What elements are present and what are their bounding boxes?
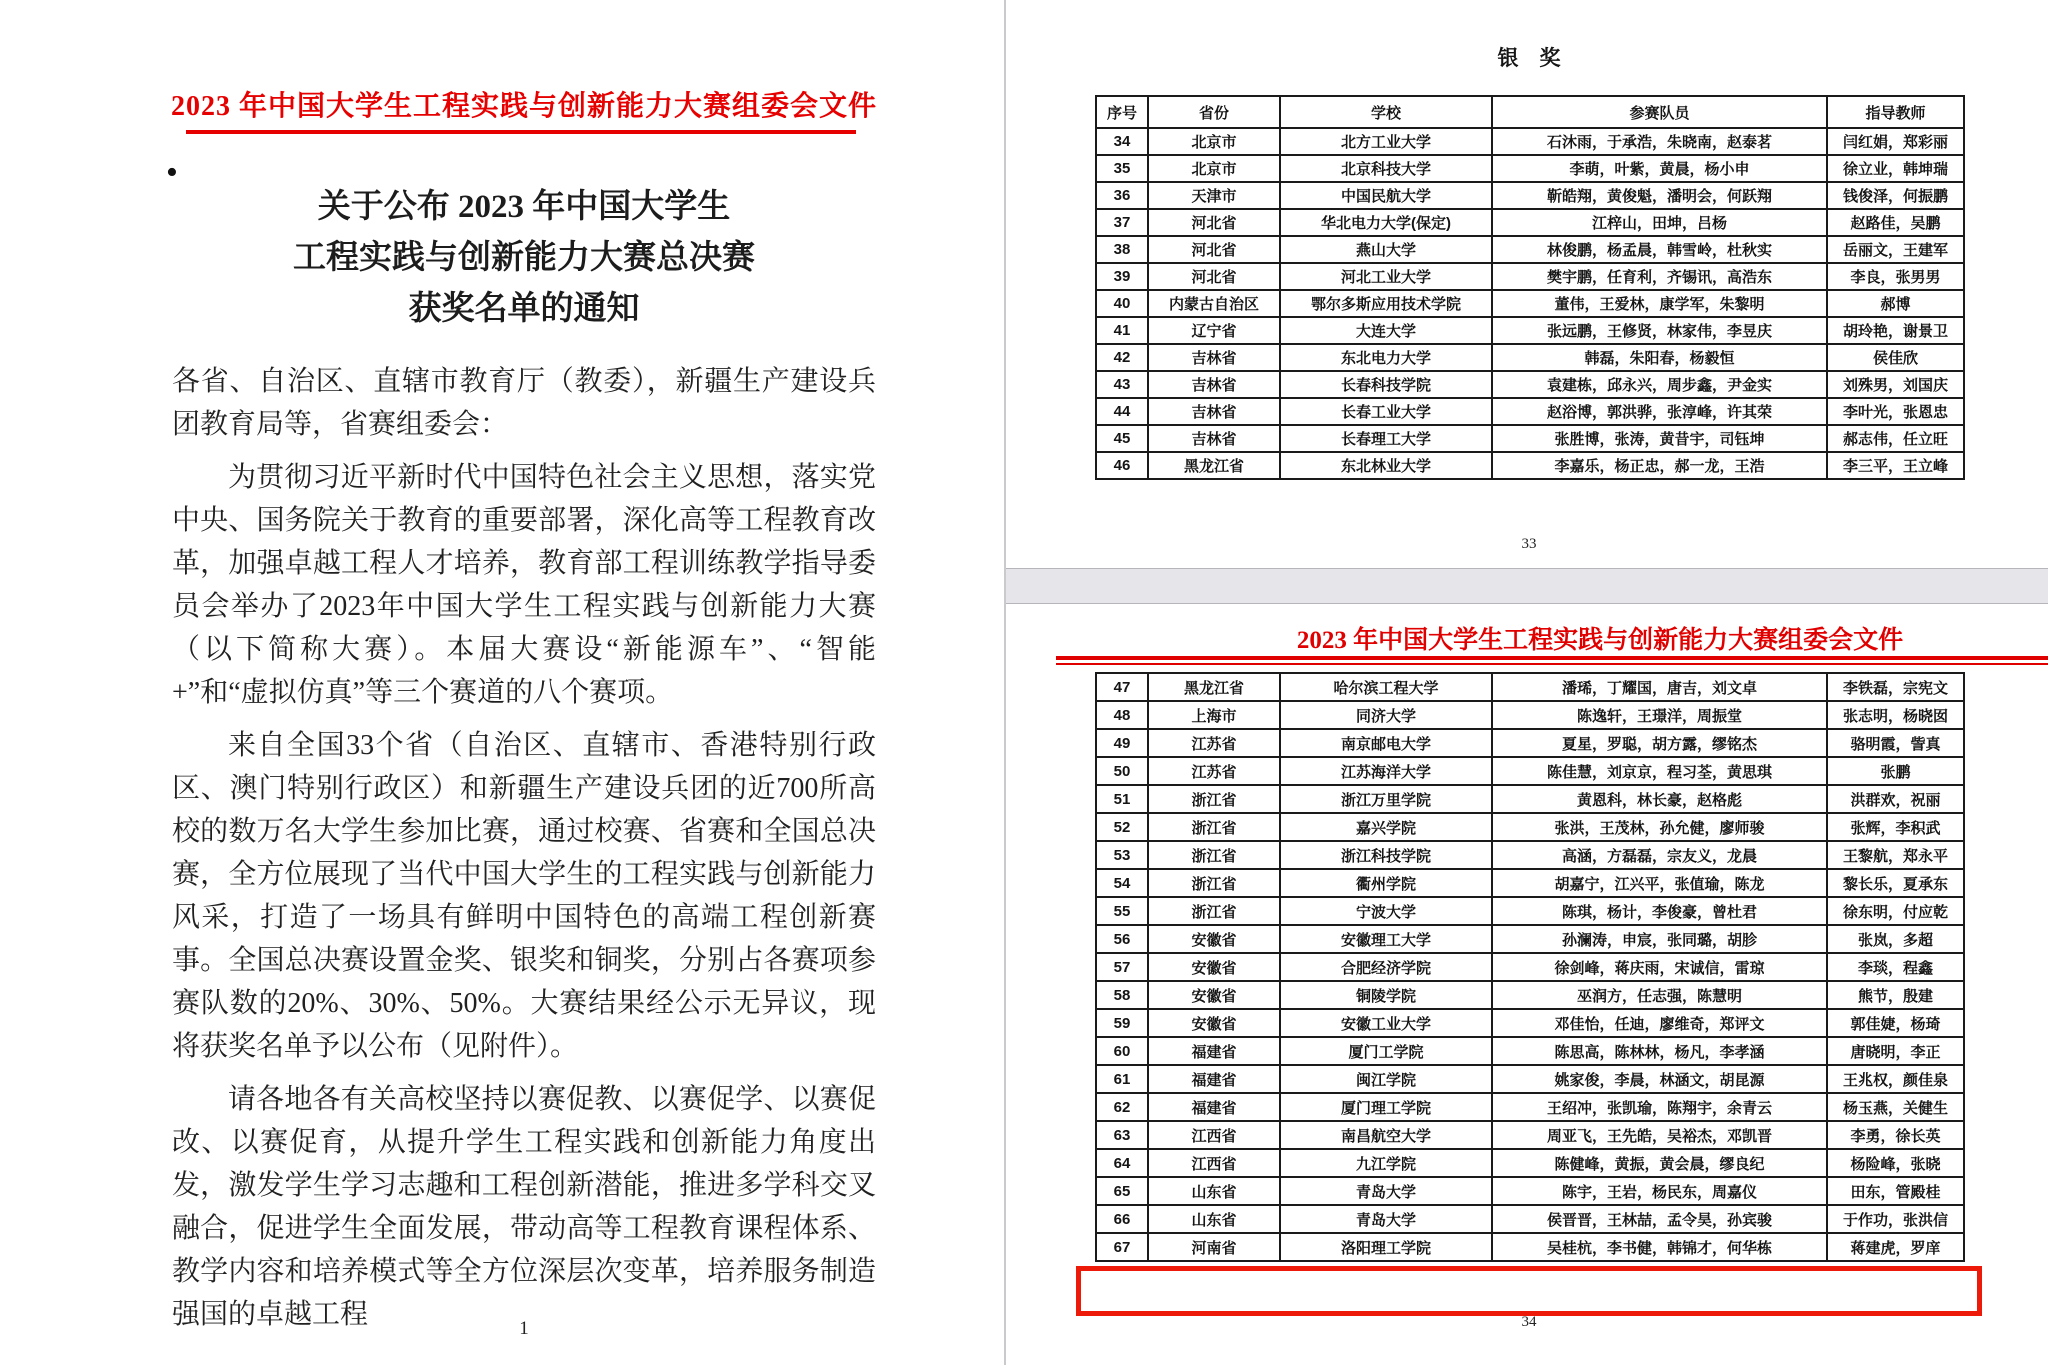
silver-award-title: 银 奖 <box>1497 47 1561 70</box>
notice-title-line1: 关于公布 2023 年中国大学生 <box>317 189 731 225</box>
table-row <box>1096 1093 1964 1121</box>
cell-province: 江苏省 <box>1148 729 1280 757</box>
page-number-1: 1 <box>519 1318 529 1339</box>
cell-school: 南昌航空大学 <box>1280 1121 1492 1149</box>
cell-members: 周亚飞，王先皓，吴裕杰，邓凯晋 <box>1492 1121 1827 1149</box>
cell-index: 43 <box>1096 371 1148 398</box>
cell-advisors: 李良，张男男 <box>1827 263 1964 290</box>
cell-advisors: 王黎航，郑永平 <box>1827 841 1964 869</box>
table-row <box>1096 263 1964 290</box>
cell-index: 65 <box>1096 1177 1148 1205</box>
cell-province: 天津市 <box>1148 182 1280 209</box>
cell-school: 铜陵学院 <box>1280 981 1492 1009</box>
cell-advisors: 李叶光，张恩忠 <box>1827 398 1964 425</box>
cell-province: 吉林省 <box>1148 371 1280 398</box>
cell-province: 江西省 <box>1148 1149 1280 1177</box>
cell-index: 53 <box>1096 841 1148 869</box>
silver-award-table-page34 <box>1095 672 1965 1262</box>
cell-index: 51 <box>1096 785 1148 813</box>
table-row <box>1096 1205 1964 1233</box>
cell-advisors: 王兆权，颜佳泉 <box>1827 1065 1964 1093</box>
cell-members: 吴桂杭，李书健，韩锦才，何华栋 <box>1492 1233 1827 1261</box>
cell-index: 62 <box>1096 1093 1148 1121</box>
cell-school: 大连大学 <box>1280 317 1492 344</box>
notice-paragraph-salutation: 各省、自治区、直辖市教育厅（教委），新疆生产建设兵团教育局等，省赛组委会： <box>172 366 876 440</box>
table-row <box>1096 182 1964 209</box>
cell-index: 59 <box>1096 1009 1148 1037</box>
cell-school: 江苏海洋大学 <box>1280 757 1492 785</box>
cell-members: 陈宇，王岩，杨民东，周嘉仪 <box>1492 1177 1827 1205</box>
cell-members: 石沐雨，于承浩，朱晓南，赵泰茗 <box>1492 128 1827 155</box>
cell-school: 东北林业大学 <box>1280 452 1492 479</box>
cell-school: 北京科技大学 <box>1280 155 1492 182</box>
cell-members: 林俊鹏，杨孟晨，韩雪岭，杜秋实 <box>1492 236 1827 263</box>
table-row <box>1096 1149 1964 1177</box>
cell-province: 安徽省 <box>1148 981 1280 1009</box>
cell-school: 厦门理工学院 <box>1280 1093 1492 1121</box>
cell-members: 胡嘉宁，江兴平，张值瑜，陈龙 <box>1492 869 1827 897</box>
highlight-rect-row-67 <box>1076 1266 1982 1316</box>
cell-province: 吉林省 <box>1148 344 1280 371</box>
cell-members: 陈佳慧，刘京京，程习荃，黄思琪 <box>1492 757 1827 785</box>
cell-province: 山东省 <box>1148 1177 1280 1205</box>
cell-advisors: 李铁磊，宗宪文 <box>1827 673 1964 701</box>
cell-advisors: 郝博 <box>1827 290 1964 317</box>
table-row <box>1096 452 1964 479</box>
cell-advisors: 蒋建虎，罗庠 <box>1827 1233 1964 1261</box>
cell-index: 50 <box>1096 757 1148 785</box>
cell-province: 福建省 <box>1148 1037 1280 1065</box>
cell-advisors: 胡玲艳，谢景卫 <box>1827 317 1964 344</box>
cell-province: 江西省 <box>1148 1121 1280 1149</box>
cell-index: 34 <box>1096 128 1148 155</box>
column-header-school: 学校 <box>1280 96 1492 128</box>
cell-members: 樊宇鹏，任育利，齐锡讯，高浩东 <box>1492 263 1827 290</box>
table-row <box>1096 701 1964 729</box>
table-row <box>1096 897 1964 925</box>
table-row <box>1096 729 1964 757</box>
cell-school: 闽江学院 <box>1280 1065 1492 1093</box>
red-rule <box>186 130 856 134</box>
notice-paragraph-results: 来自全国33个省（自治区、直辖市、香港特别行政区、澳门特别行政区）和新疆生产建设兵团的近700所高校的数万名大学生参加比赛，通过校赛、省赛和全国总决赛，全方位展现了当代中国大学生的工程实践与创新能力风采，打造了一场具有鲜明中国特色的高端工程创新赛事。全国总决赛设置金奖、银奖和铜奖，分别占各赛项参赛队数的20%、30%、50%。大赛结果经公示无异议，现将获奖名单予以公布（见附件）。 <box>172 730 876 1062</box>
cell-school: 宁波大学 <box>1280 897 1492 925</box>
cell-school: 安徽理工大学 <box>1280 925 1492 953</box>
cell-members: 侯晋晋，王林喆，孟令昊，孙宾骏 <box>1492 1205 1827 1233</box>
cell-members: 李萌，叶紫，黄晨，杨小申 <box>1492 155 1827 182</box>
cell-members: 江梓山，田坤，吕杨 <box>1492 209 1827 236</box>
cell-members: 高涵，方磊磊，宗友义，龙晨 <box>1492 841 1827 869</box>
cell-index: 46 <box>1096 452 1148 479</box>
cell-school: 华北电力大学(保定) <box>1280 209 1492 236</box>
cell-school: 中国民航大学 <box>1280 182 1492 209</box>
cell-advisors: 岳丽文，王建军 <box>1827 236 1964 263</box>
table-row <box>1096 236 1964 263</box>
notice-page <box>0 0 1004 1365</box>
cell-advisors: 张鹏 <box>1827 757 1964 785</box>
table-row <box>1096 425 1964 452</box>
cell-advisors: 杨玉燕，关健生 <box>1827 1093 1964 1121</box>
cell-index: 60 <box>1096 1037 1148 1065</box>
cell-index: 63 <box>1096 1121 1148 1149</box>
cell-school: 衢州学院 <box>1280 869 1492 897</box>
table-row <box>1096 317 1964 344</box>
cell-members: 巫润方，任志强，陈慧明 <box>1492 981 1827 1009</box>
cell-members: 袁建栋，邱永兴，周步鑫，尹金实 <box>1492 371 1827 398</box>
cell-advisors: 徐东明，付应乾 <box>1827 897 1964 925</box>
cell-members: 李嘉乐，杨正忠，郝一龙，王浩 <box>1492 452 1827 479</box>
cell-index: 64 <box>1096 1149 1148 1177</box>
cell-province: 浙江省 <box>1148 813 1280 841</box>
cell-members: 王绍冲，张凯瑜，陈翔宇，余青云 <box>1492 1093 1827 1121</box>
table-row <box>1096 925 1964 953</box>
cell-advisors: 杨险峰，张晓 <box>1827 1149 1964 1177</box>
cell-school: 长春工业大学 <box>1280 398 1492 425</box>
table-row <box>1096 785 1964 813</box>
table-row <box>1096 869 1964 897</box>
cell-members: 张胜博，张涛，黄昔宇，司钰坤 <box>1492 425 1827 452</box>
table-row <box>1096 128 1964 155</box>
cell-school: 合肥经济学院 <box>1280 953 1492 981</box>
cell-advisors: 熊节，殷建 <box>1827 981 1964 1009</box>
cell-school: 北方工业大学 <box>1280 128 1492 155</box>
cell-members: 潘琋，丁耀国，唐吉，刘文卓 <box>1492 673 1827 701</box>
cell-members: 陈琪，杨计，李俊豪，曾杜君 <box>1492 897 1827 925</box>
cell-index: 38 <box>1096 236 1148 263</box>
cell-province: 浙江省 <box>1148 785 1280 813</box>
cell-province: 吉林省 <box>1148 425 1280 452</box>
cell-province: 山东省 <box>1148 1205 1280 1233</box>
cell-advisors: 于作功，张洪信 <box>1827 1205 1964 1233</box>
notice-title-line3: 获奖名单的通知 <box>408 291 640 327</box>
cell-school: 同济大学 <box>1280 701 1492 729</box>
cell-index: 36 <box>1096 182 1148 209</box>
cell-province: 黑龙江省 <box>1148 452 1280 479</box>
cell-province: 黑龙江省 <box>1148 673 1280 701</box>
cell-school: 长春科技学院 <box>1280 371 1492 398</box>
notice-paragraph-request: 请各地各有关高校坚持以赛促教、以赛促学、以赛促改、以赛促育，从提升学生工程实践和创新能力角度出发，激发学生学习志趣和工程创新潜能，推进多学科交叉融合，促进学生全面发展，带动高等工程教育课程体系、教学内容和培养模式等全方位深层次变革，培养服务制造强国的卓越工程 <box>172 1084 876 1330</box>
cell-province: 福建省 <box>1148 1065 1280 1093</box>
cell-advisors: 李三平，王立峰 <box>1827 452 1964 479</box>
cell-advisors: 赵路佳，吴鹏 <box>1827 209 1964 236</box>
notice-paragraph-background: 为贯彻习近平新时代中国特色社会主义思想，落实党中央、国务院关于教育的重要部署，深化高等工程教育改革，加强卓越工程人才培养，教育部工程训练教学指导委员会举办了2023年中国大学生工程实践与创新能力大赛（以下简称大赛）。本届大赛设“新能源车”、“智能+”和“虚拟仿真”等三个赛道的八个赛项。 <box>172 462 876 708</box>
cell-advisors: 唐晓明，李正 <box>1827 1037 1964 1065</box>
cell-advisors: 侯佳欣 <box>1827 344 1964 371</box>
cell-province: 上海市 <box>1148 701 1280 729</box>
cell-advisors: 郭佳婕，杨琦 <box>1827 1009 1964 1037</box>
cell-members: 陈逸轩，王璟洋，周振堂 <box>1492 701 1827 729</box>
table-row <box>1096 371 1964 398</box>
cell-index: 49 <box>1096 729 1148 757</box>
cell-index: 48 <box>1096 701 1148 729</box>
cell-province: 浙江省 <box>1148 897 1280 925</box>
cell-school: 青岛大学 <box>1280 1177 1492 1205</box>
cell-index: 52 <box>1096 813 1148 841</box>
cell-school: 嘉兴学院 <box>1280 813 1492 841</box>
table-row <box>1096 757 1964 785</box>
cell-province: 安徽省 <box>1148 953 1280 981</box>
cell-members: 赵浴博，郭洪骅，张淳峰，许其荣 <box>1492 398 1827 425</box>
table-row <box>1096 1037 1964 1065</box>
cell-school: 浙江科技学院 <box>1280 841 1492 869</box>
cell-index: 57 <box>1096 953 1148 981</box>
cell-advisors: 钱俊泽，何振鹏 <box>1827 182 1964 209</box>
table-row <box>1096 344 1964 371</box>
cell-index: 67 <box>1096 1233 1148 1261</box>
cell-province: 河北省 <box>1148 263 1280 290</box>
cell-members: 夏星，罗聪，胡方露，缪铭杰 <box>1492 729 1827 757</box>
cell-province: 江苏省 <box>1148 757 1280 785</box>
page-gap-band <box>1006 568 2048 604</box>
cell-index: 58 <box>1096 981 1148 1009</box>
notice-body <box>172 360 876 1346</box>
cell-school: 河北工业大学 <box>1280 263 1492 290</box>
cell-index: 45 <box>1096 425 1148 452</box>
cell-school: 南京邮电大学 <box>1280 729 1492 757</box>
cell-members: 陈健峰，黄振，黄会晨，缪良纪 <box>1492 1149 1827 1177</box>
cell-advisors: 李琰，程鑫 <box>1827 953 1964 981</box>
cell-province: 辽宁省 <box>1148 317 1280 344</box>
cell-province: 北京市 <box>1148 128 1280 155</box>
cell-province: 北京市 <box>1148 155 1280 182</box>
cell-index: 40 <box>1096 290 1148 317</box>
cell-index: 41 <box>1096 317 1148 344</box>
cell-province: 河北省 <box>1148 236 1280 263</box>
table-row <box>1096 673 1964 701</box>
page-number-34: 34 <box>1521 1314 1537 1330</box>
cell-index: 61 <box>1096 1065 1148 1093</box>
cell-advisors: 张志明，杨晓囡 <box>1827 701 1964 729</box>
table-row <box>1096 1121 1964 1149</box>
cell-members: 董伟，王爱林，康学军，朱黎明 <box>1492 290 1827 317</box>
silver-award-table-page33 <box>1095 95 1965 480</box>
cell-advisors: 徐立业，韩坤瑞 <box>1827 155 1964 182</box>
cell-members: 韩磊，朱阳春，杨毅恒 <box>1492 344 1827 371</box>
table-row <box>1096 841 1964 869</box>
cell-index: 55 <box>1096 897 1148 925</box>
cell-school: 浙江万里学院 <box>1280 785 1492 813</box>
cell-advisors: 张辉，李积武 <box>1827 813 1964 841</box>
cell-school: 厦门工学院 <box>1280 1037 1492 1065</box>
cell-index: 42 <box>1096 344 1148 371</box>
cell-province: 浙江省 <box>1148 841 1280 869</box>
cell-province: 河南省 <box>1148 1233 1280 1261</box>
cell-school: 燕山大学 <box>1280 236 1492 263</box>
cell-school: 洛阳理工学院 <box>1280 1233 1492 1261</box>
cell-school: 东北电力大学 <box>1280 344 1492 371</box>
cell-advisors: 郝志伟，任立旺 <box>1827 425 1964 452</box>
cell-province: 福建省 <box>1148 1093 1280 1121</box>
table-header-row <box>1096 96 1964 128</box>
red-double-rule-bottom <box>1056 663 2048 665</box>
table-row <box>1096 1065 1964 1093</box>
cell-members: 姚家俊，李晨，林涵文，胡昆源 <box>1492 1065 1827 1093</box>
notice-title-line2: 工程实践与创新能力大赛总决赛 <box>293 240 755 276</box>
table-row <box>1096 1177 1964 1205</box>
notice-title <box>119 182 929 335</box>
cell-members: 黄恩科，林长豪，赵格彪 <box>1492 785 1827 813</box>
orgdoc-red-header: 2023 年中国大学生工程实践与创新能力大赛组委会文件 <box>170 91 877 122</box>
cell-index: 44 <box>1096 398 1148 425</box>
cell-index: 47 <box>1096 673 1148 701</box>
cell-province: 安徽省 <box>1148 925 1280 953</box>
cell-school: 鄂尔多斯应用技术学院 <box>1280 290 1492 317</box>
cell-advisors: 洪群欢，祝丽 <box>1827 785 1964 813</box>
cell-members: 孙澜涛，申宸，张同璐，胡胗 <box>1492 925 1827 953</box>
cell-members: 陈思高，陈林林，杨凡，李孝涵 <box>1492 1037 1827 1065</box>
cell-advisors: 李勇，徐长英 <box>1827 1121 1964 1149</box>
cell-school: 安徽工业大学 <box>1280 1009 1492 1037</box>
table-row <box>1096 398 1964 425</box>
red-double-rule-top <box>1056 656 2048 660</box>
table-row <box>1096 155 1964 182</box>
cell-advisors: 张岚，多超 <box>1827 925 1964 953</box>
table-row <box>1096 1233 1964 1261</box>
column-header-province: 省份 <box>1148 96 1280 128</box>
column-header-index: 序号 <box>1096 96 1148 128</box>
cell-index: 39 <box>1096 263 1148 290</box>
cell-index: 56 <box>1096 925 1148 953</box>
cell-province: 内蒙古自治区 <box>1148 290 1280 317</box>
table-row <box>1096 209 1964 236</box>
cell-province: 吉林省 <box>1148 398 1280 425</box>
cell-school: 青岛大学 <box>1280 1205 1492 1233</box>
page-divider <box>1004 0 1006 1365</box>
cell-index: 35 <box>1096 155 1148 182</box>
cell-advisors: 刘殊男，刘国庆 <box>1827 371 1964 398</box>
cell-school: 哈尔滨工程大学 <box>1280 673 1492 701</box>
cell-advisors: 田东，管殿桂 <box>1827 1177 1964 1205</box>
table-row <box>1096 1009 1964 1037</box>
cell-index: 37 <box>1096 209 1148 236</box>
table-row <box>1096 813 1964 841</box>
cell-index: 54 <box>1096 869 1148 897</box>
cell-members: 邓佳怡，任迪，廖维奇，郑评文 <box>1492 1009 1827 1037</box>
cell-members: 徐剑峰，蒋庆雨，宋诚信，雷琼 <box>1492 953 1827 981</box>
cell-index: 66 <box>1096 1205 1148 1233</box>
cell-school: 九江学院 <box>1280 1149 1492 1177</box>
cell-advisors: 黎长乐，夏承东 <box>1827 869 1964 897</box>
cell-province: 安徽省 <box>1148 1009 1280 1037</box>
page-number-33: 33 <box>1521 536 1537 552</box>
cell-members: 靳皓翔，黄俊魁，潘明会，何跃翔 <box>1492 182 1827 209</box>
cell-school: 长春理工大学 <box>1280 425 1492 452</box>
bullet-dot: • <box>166 154 178 191</box>
orgdoc-red-header-page34: 2023 年中国大学生工程实践与创新能力大赛组委会文件 <box>1296 627 1904 654</box>
table-row <box>1096 953 1964 981</box>
cell-members: 张远鹏，王修贤，林家伟，李昱庆 <box>1492 317 1827 344</box>
table-row <box>1096 981 1964 1009</box>
cell-advisors: 骆明霞，訾真 <box>1827 729 1964 757</box>
table-row <box>1096 290 1964 317</box>
cell-province: 浙江省 <box>1148 869 1280 897</box>
cell-advisors: 闫红娟，郑彩丽 <box>1827 128 1964 155</box>
cell-province: 河北省 <box>1148 209 1280 236</box>
column-header-members: 参赛队员 <box>1492 96 1827 128</box>
column-header-advisors: 指导教师 <box>1827 96 1964 128</box>
cell-members: 张洪，王茂林，孙允健，廖师骏 <box>1492 813 1827 841</box>
